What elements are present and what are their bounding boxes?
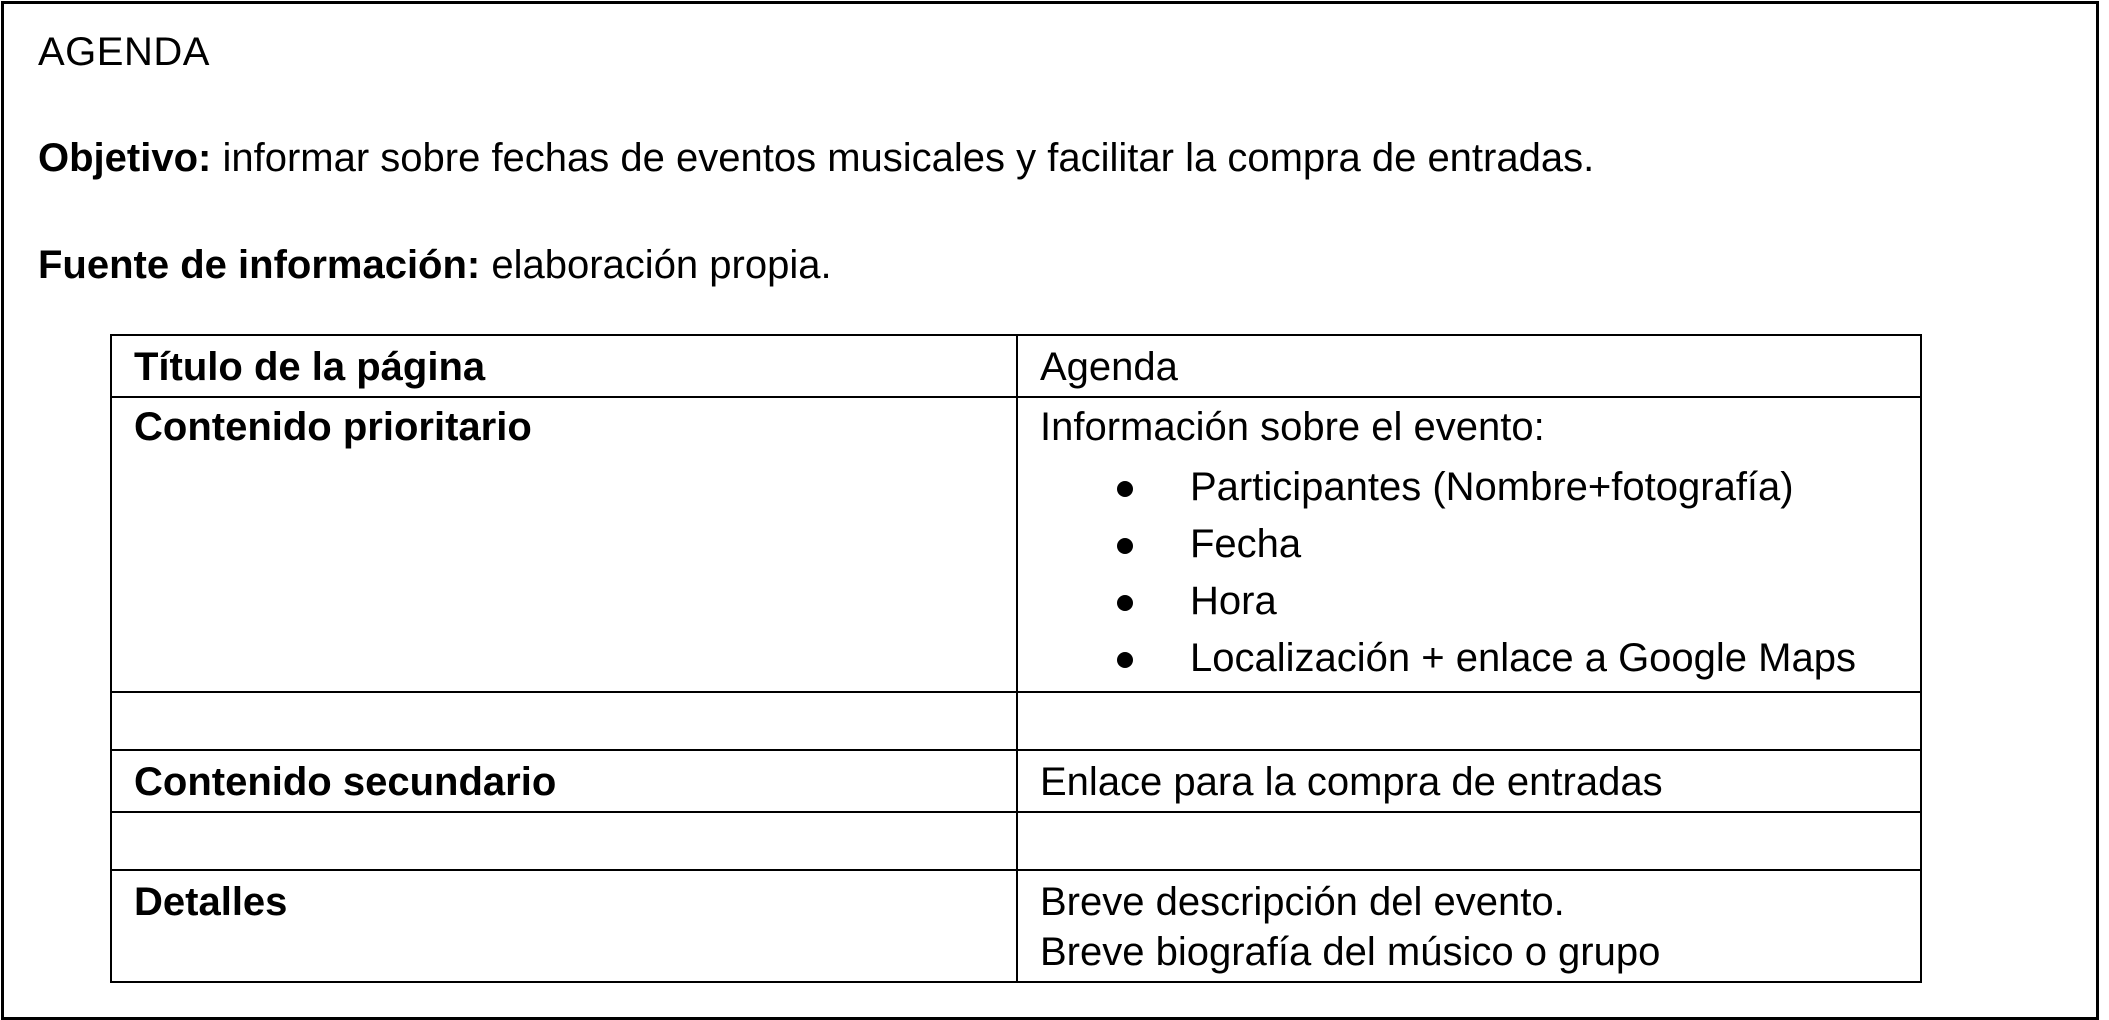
- table-row: [111, 692, 1921, 750]
- source-paragraph: [38, 241, 832, 289]
- table-row: [111, 812, 1921, 870]
- objective-text: informar sobre fechas de eventos musicales y facilitar la compra de entradas.: [211, 136, 1595, 180]
- table-row: [111, 335, 1921, 397]
- page-spec-table: [110, 334, 1922, 983]
- detail-line: Breve biografía del músico o grupo: [1040, 930, 1661, 974]
- document-frame: [1, 1, 2099, 1020]
- bullet-icon: [1117, 538, 1133, 554]
- detail-line: Breve descripción del evento.: [1040, 880, 1565, 924]
- source-label: Fuente de información:: [38, 243, 481, 287]
- objective-label: Objetivo:: [38, 136, 212, 180]
- list-item-text: Hora: [1190, 579, 1277, 623]
- section-heading: AGENDA: [38, 30, 210, 74]
- bullet-icon: [1117, 652, 1133, 668]
- list-item-text: Participantes (Nombre+fotografía): [1190, 465, 1794, 509]
- content-intro: Información sobre el evento:: [1040, 405, 1545, 449]
- list-item-text: Localización + enlace a Google Maps: [1190, 636, 1856, 680]
- row-value: [1017, 397, 1921, 692]
- source-text: elaboración propia.: [480, 243, 832, 287]
- row-label: Contenido secundario: [111, 750, 1017, 812]
- table-row: [111, 750, 1921, 812]
- list-item-text: Fecha: [1190, 522, 1302, 566]
- row-value: [1017, 870, 1921, 982]
- row-value: [1017, 692, 1921, 750]
- list-item: [1040, 516, 1898, 573]
- row-label: Contenido prioritario: [111, 397, 1017, 692]
- list-item: [1040, 573, 1898, 630]
- objective-paragraph: [38, 134, 1594, 182]
- list-item: [1040, 459, 1898, 516]
- row-value: Enlace para la compra de entradas: [1017, 750, 1921, 812]
- row-label: Detalles: [111, 870, 1017, 982]
- row-label: [111, 692, 1017, 750]
- list-item: [1040, 630, 1898, 687]
- bullet-icon: [1117, 595, 1133, 611]
- bullet-icon: [1117, 481, 1133, 497]
- row-label: [111, 812, 1017, 870]
- table-row: [111, 397, 1921, 692]
- row-value: [1017, 812, 1921, 870]
- row-value: Agenda: [1017, 335, 1921, 397]
- content-bullet-list: [1040, 459, 1898, 687]
- table-row: [111, 870, 1921, 982]
- row-label: Título de la página: [111, 335, 1017, 397]
